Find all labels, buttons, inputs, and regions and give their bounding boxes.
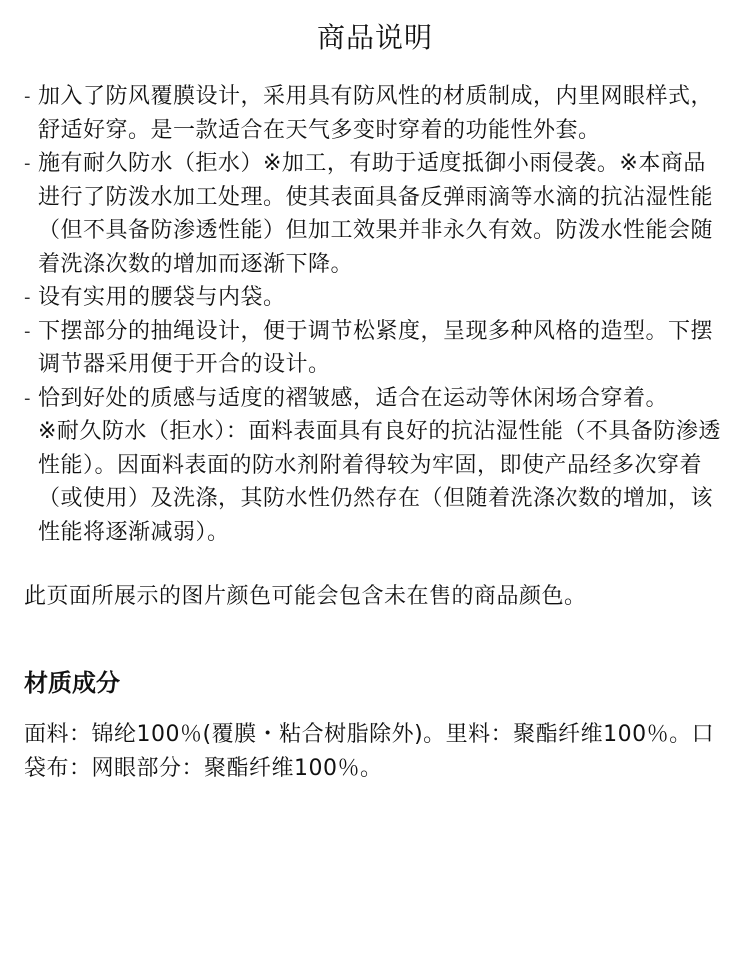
dash-bullet-icon: - xyxy=(24,320,31,342)
list-item xyxy=(24,281,726,315)
page-title: 商品说明 xyxy=(316,21,433,54)
dash-bullet-icon: - xyxy=(24,287,31,308)
dash-bullet-icon: - xyxy=(24,86,31,107)
description-list xyxy=(24,80,726,549)
list-item-text: 下摆部分的抽绳设计，便于调节松紧度，呈现多种风格的造型。下摆调节器采用便于开合的设计。 xyxy=(38,318,714,377)
list-item xyxy=(24,382,726,416)
dash-bullet-icon: - xyxy=(24,387,31,409)
color-disclaimer: 此页面所展示的图片颜色可能会包含未在售的商品颜色。 xyxy=(24,584,587,609)
list-item-text: 恰到好处的质感与适度的褶皱感，适合在运动等休闲场合穿着。 xyxy=(38,385,669,411)
material-heading: 材质成分 xyxy=(24,669,120,697)
list-item-text: 设有实用的腰袋与内袋。 xyxy=(38,285,286,310)
list-item xyxy=(24,80,726,147)
list-item-text: 加入了防风覆膜设计，采用具有防风性的材质制成，内里网眼样式，舒适好穿。是一款适合在天气多变时穿着的功能性外套。 xyxy=(38,84,714,143)
list-item-text: 施有耐久防水（拒水）※加工，有助于适度抵御小雨侵袭。※本商品进行了防泼水加工处理。使其表面具备反弹雨滴等水滴的抗沾湿性能（但不具备防渗透性能）但加工效果并非永久有效。防泼水性能会随着洗涤次数的增加而逐渐下降。 xyxy=(38,151,714,277)
list-item xyxy=(24,315,726,382)
waterproof-note: ※耐久防水（拒水）：面料表面具有良好的抗沾湿性能（不具备防渗透性能）。因面料表面的防水剂附着得较为牢固，即使产品经多次穿着（或使用）及洗涤，其防水性仍然存在（但随着洗涤次数的增加，该性能将逐渐减弱）。 xyxy=(38,419,721,545)
list-item xyxy=(24,147,726,281)
dash-bullet-icon: - xyxy=(24,153,31,174)
material-text: 面料：锦纶100％(覆膜・粘合树脂除外)。里料：聚酯纤维100％。口袋布：网眼部分：聚酯纤维100％。 xyxy=(24,722,715,781)
